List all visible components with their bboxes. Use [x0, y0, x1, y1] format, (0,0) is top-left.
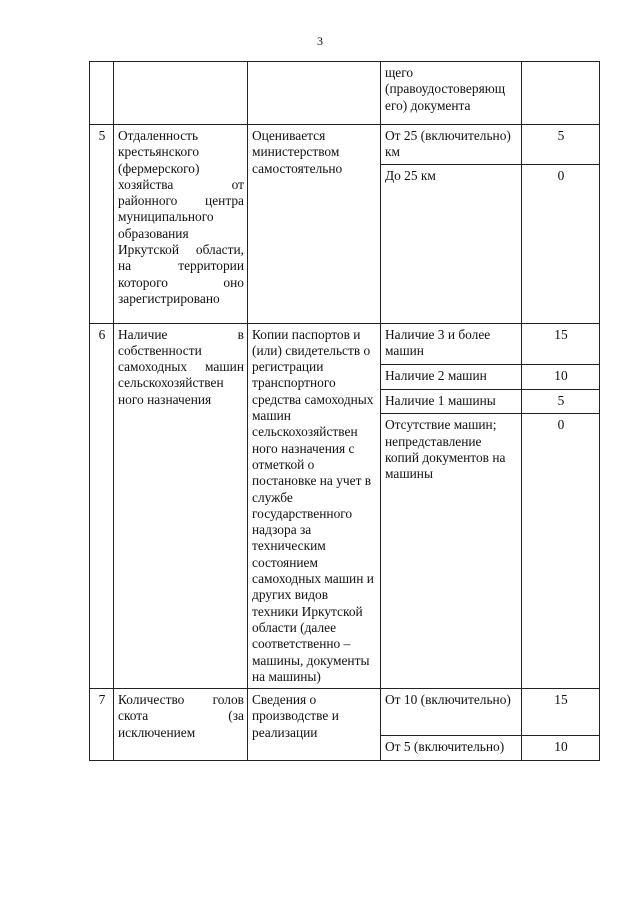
criterion-method: Сведения о производстве и реализации — [248, 689, 381, 761]
criterion-score: 15 — [522, 323, 600, 364]
criterion-score: 10 — [522, 364, 600, 389]
table-cell-empty — [90, 62, 114, 125]
criterion-value: Наличие 1 машины — [381, 389, 522, 414]
criterion-method: Копии паспортов и (или) свидетельств о регистрации транспортного средства самоходных машин сельскохозяйствен ного назначения с отметкой о постановке на учет в службе государственного надзора за техническим состоянием самоходных машин и других видов техники Иркутской области (далее соответственно – машины, документы на машины) — [248, 323, 381, 689]
table-cell-empty — [522, 62, 600, 125]
criterion-value: От 25 (включительно) км — [381, 125, 522, 165]
criterion-value: Наличие 2 машин — [381, 364, 522, 389]
criterion-score: 10 — [522, 736, 600, 761]
criterion-number: 6 — [90, 323, 114, 689]
criterion-number: 5 — [90, 125, 114, 324]
criterion-name: Количество голов скота (за исключением — [114, 689, 248, 761]
table-row — [90, 323, 600, 364]
table-row — [90, 689, 600, 736]
table-cell-value: щего (правоудостоверяющ его) документа — [381, 62, 522, 125]
table-row — [90, 125, 600, 165]
criterion-value: От 10 (включительно) — [381, 689, 522, 736]
criterion-name: Наличие в собственности самоходных машин сельскохозяйствен ного назначения — [114, 323, 248, 689]
criterion-value: Отсутствие машин; непредставление копий документов на машины — [381, 414, 522, 689]
criterion-score: 0 — [522, 164, 600, 323]
criterion-number: 7 — [90, 689, 114, 761]
criteria-table — [89, 61, 600, 761]
criterion-value: Наличие 3 и более машин — [381, 323, 522, 364]
table-cell-empty — [114, 62, 248, 125]
criterion-score: 5 — [522, 389, 600, 414]
criterion-value: От 5 (включительно) — [381, 736, 522, 761]
table-cell-empty — [248, 62, 381, 125]
criterion-name: Отдаленность крестьянского (фермерского) хозяйства от районного центра муниципального образования Иркутской области, на территории которого оно зарегистрировано — [114, 125, 248, 324]
criterion-score: 0 — [522, 414, 600, 689]
criterion-score: 15 — [522, 689, 600, 736]
table-row-continuation — [90, 62, 600, 125]
criterion-score: 5 — [522, 125, 600, 165]
page-number: 3 — [317, 34, 323, 48]
criterion-method: Оценивается министерством самостоятельно — [248, 125, 381, 324]
criterion-value: До 25 км — [381, 164, 522, 323]
